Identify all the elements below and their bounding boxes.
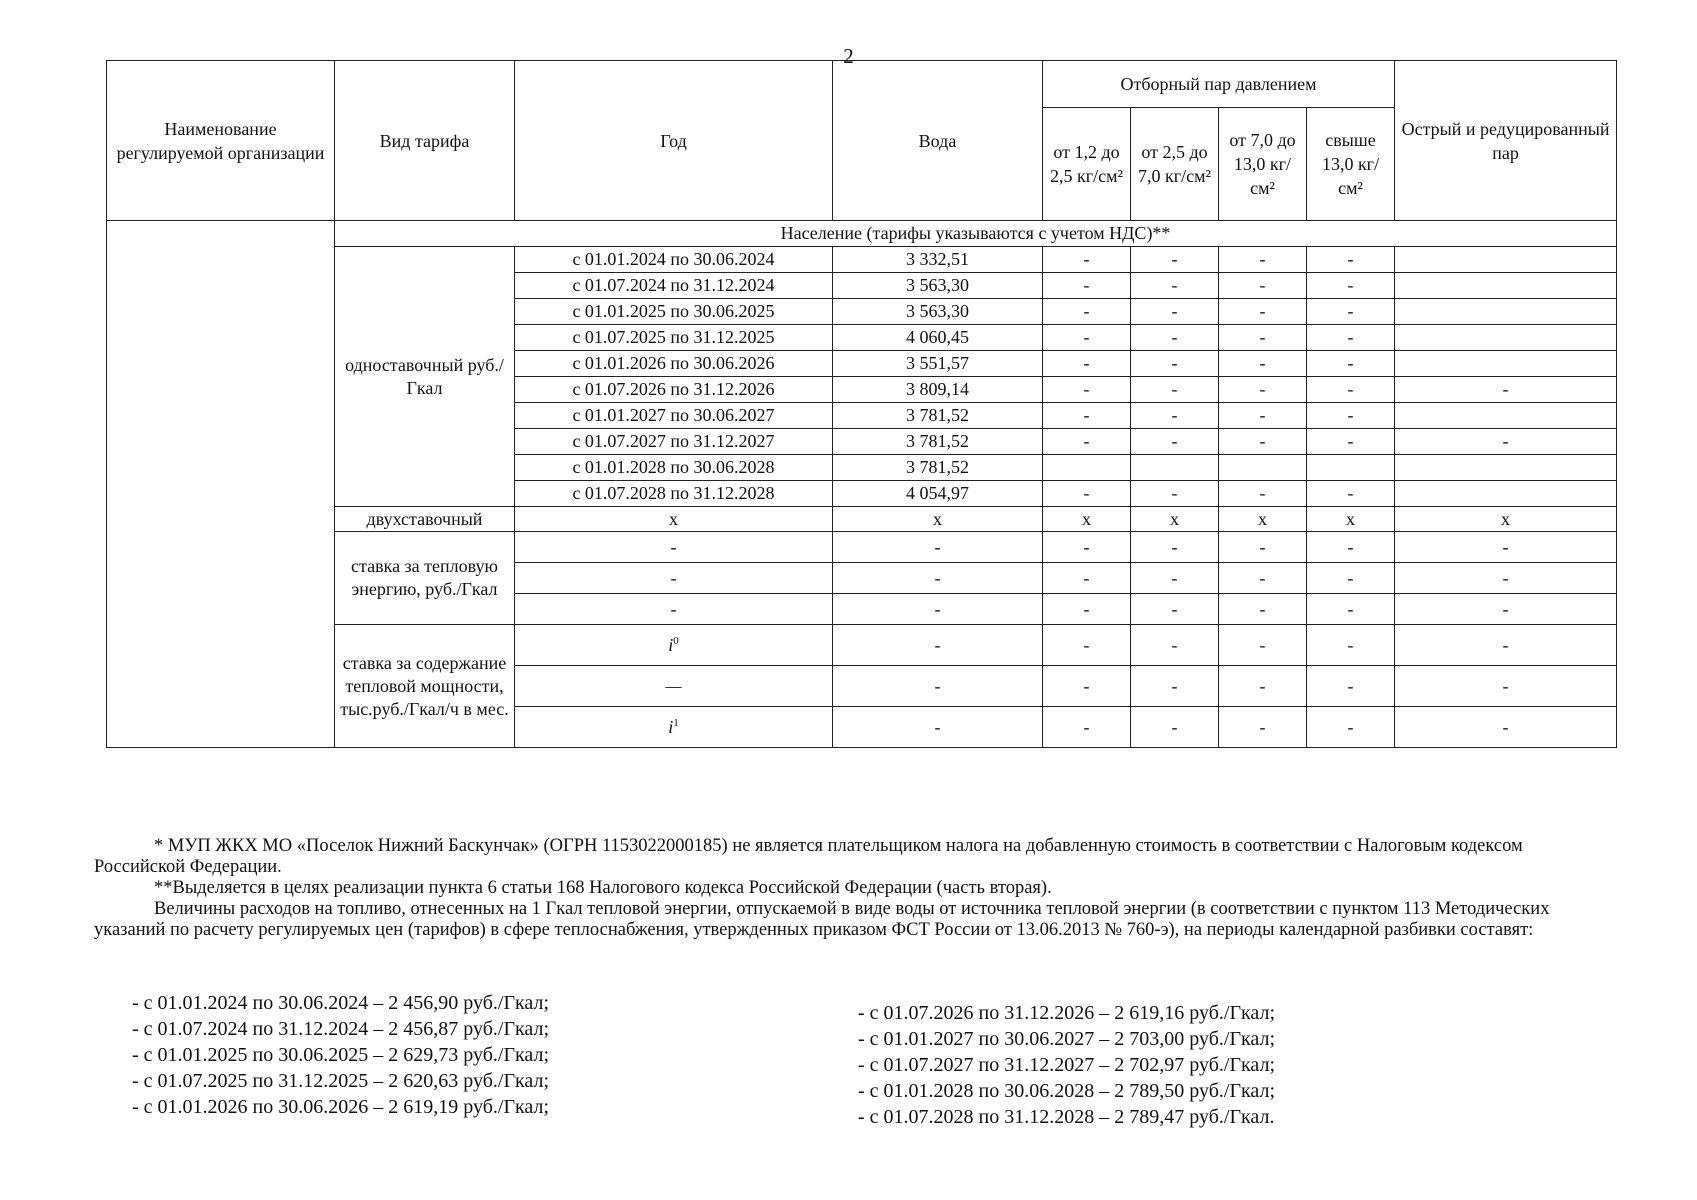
steam-value-cell: - <box>1307 377 1395 403</box>
steam-value-cell: - <box>1131 299 1219 325</box>
sharp-steam-value-cell: - <box>1395 429 1617 455</box>
water-value-cell: 3 563,30 <box>833 299 1043 325</box>
year-symbol: — <box>665 675 682 696</box>
steam-value-cell: - <box>1219 532 1307 563</box>
steam-value-cell: - <box>1043 481 1131 507</box>
fuel-cost-item: - с 01.01.2026 по 30.06.2026 – 2 619,19 руб./Гкал; <box>132 1096 550 1118</box>
steam-value-cell: - <box>1307 481 1395 507</box>
steam-value-cell: - <box>1131 666 1219 707</box>
period-cell: с 01.07.2028 по 31.12.2028 <box>515 481 833 507</box>
steam-value-cell <box>1307 455 1395 481</box>
period-cell: с 01.01.2026 по 30.06.2026 <box>515 351 833 377</box>
steam-value-cell <box>1043 455 1131 481</box>
period-cell: с 01.07.2025 по 31.12.2025 <box>515 325 833 351</box>
sharp-steam-value-cell: - <box>1395 625 1617 666</box>
steam-value-cell: - <box>1307 707 1395 748</box>
sharp-steam-value-cell <box>1395 481 1617 507</box>
steam-value-cell: - <box>1043 377 1131 403</box>
steam-value-cell <box>1131 455 1219 481</box>
steam-value-cell: - <box>1131 481 1219 507</box>
steam-value-cell: - <box>1219 481 1307 507</box>
steam-value-cell: - <box>1043 666 1131 707</box>
header-sharp-steam: Острый и редуцированный пар <box>1395 61 1617 221</box>
steam-value-cell: - <box>1307 429 1395 455</box>
steam-value-cell: - <box>1219 325 1307 351</box>
steam-value-cell: - <box>1307 594 1395 625</box>
steam-value-cell <box>1219 455 1307 481</box>
steam-value-cell: - <box>1219 247 1307 273</box>
water-value-cell: - <box>833 532 1043 563</box>
water-value-cell: 3 781,52 <box>833 429 1043 455</box>
steam-value-cell: - <box>1043 325 1131 351</box>
header-year: Год <box>515 61 833 221</box>
period-cell: с 01.07.2024 по 31.12.2024 <box>515 273 833 299</box>
fuel-cost-item: - с 01.07.2025 по 31.12.2025 – 2 620,63 руб./Гкал; <box>132 1070 550 1092</box>
water-value-cell: - <box>833 563 1043 594</box>
single-rate-label: одноставочный руб./Гкал <box>335 247 515 507</box>
year-symbol: i <box>668 634 674 655</box>
sharp-steam-value-cell <box>1395 455 1617 481</box>
header-water: Вода <box>833 61 1043 221</box>
steam-value-cell: - <box>1307 625 1395 666</box>
two-rate-label: двухставочный <box>335 507 515 532</box>
steam-value-cell: - <box>1043 247 1131 273</box>
steam-value-cell: - <box>1307 247 1395 273</box>
steam-value-cell: - <box>1307 403 1395 429</box>
steam-value-cell: - <box>1043 625 1131 666</box>
steam-value-cell: - <box>1219 273 1307 299</box>
water-value-cell: 3 781,52 <box>833 455 1043 481</box>
steam-value-cell: - <box>1043 351 1131 377</box>
water-value-cell: 3 781,52 <box>833 403 1043 429</box>
sharp-steam-value-cell: x <box>1395 507 1617 532</box>
steam-value-cell: - <box>1131 351 1219 377</box>
sharp-steam-value-cell: - <box>1395 532 1617 563</box>
water-value-cell: 4 054,97 <box>833 481 1043 507</box>
heat-rate-label: ставка за тепловую энергию, руб./Гкал <box>335 532 515 625</box>
fuel-cost-item: - с 01.07.2024 по 31.12.2024 – 2 456,87 руб./Гкал; <box>132 1018 550 1040</box>
fuel-cost-item: - с 01.07.2028 по 31.12.2028 – 2 789,47 руб./Гкал. <box>858 1106 1275 1128</box>
steam-value-cell: - <box>1307 273 1395 299</box>
org-name-cell <box>107 221 335 748</box>
fuel-cost-item: - с 01.01.2027 по 30.06.2027 – 2 703,00 руб./Гкал; <box>858 1028 1276 1050</box>
steam-value-cell: - <box>1307 563 1395 594</box>
water-value-cell: x <box>833 507 1043 532</box>
water-value-cell: 3 809,14 <box>833 377 1043 403</box>
water-value-cell: 3 563,30 <box>833 273 1043 299</box>
year-cell: - <box>515 532 833 563</box>
water-value-cell: - <box>833 707 1043 748</box>
steam-value-cell: - <box>1219 377 1307 403</box>
fuel-costs-intro: Величины расходов на топливо, отнесенных на 1 Гкал тепловой энергии, отпускаемой в виде воды от источника тепловой энергии (в соответствии с пунктом 113 Методических указаний по расчету регулируемых цен (тарифов) в сфере теплоснабжения, утвержденных приказом ФСТ России от 13.06.2013 № 760-э), на периоды календарной разбивки составят: <box>94 899 1550 940</box>
steam-value-cell: - <box>1131 707 1219 748</box>
sharp-steam-value-cell <box>1395 325 1617 351</box>
year-symbol: i <box>668 716 674 737</box>
period-cell: с 01.01.2027 по 30.06.2027 <box>515 403 833 429</box>
steam-value-cell: - <box>1219 625 1307 666</box>
steam-value-cell: - <box>1043 273 1131 299</box>
header-org: Наименование регулируемой организации <box>107 61 335 221</box>
sharp-steam-value-cell <box>1395 299 1617 325</box>
steam-value-cell: - <box>1219 403 1307 429</box>
steam-value-cell: - <box>1307 666 1395 707</box>
steam-value-cell: - <box>1131 403 1219 429</box>
footnote-1: * МУП ЖКХ МО «Поселок Нижний Баскунчак» (ОГРН 1153022000185) не является плательщиком налога на добавленную стоимость в соответствии с Налоговым кодексом Российской Федерации. <box>94 836 1523 877</box>
water-value-cell: 3 551,57 <box>833 351 1043 377</box>
year-cell: - <box>515 594 833 625</box>
steam-value-cell: - <box>1307 532 1395 563</box>
steam-value-cell: - <box>1043 299 1131 325</box>
steam-value-cell: - <box>1219 299 1307 325</box>
period-cell: с 01.07.2026 по 31.12.2026 <box>515 377 833 403</box>
steam-value-cell: - <box>1307 351 1395 377</box>
fuel-cost-item: - с 01.01.2024 по 30.06.2024 – 2 456,90 руб./Гкал; <box>132 992 550 1014</box>
header-steam-1: от 1,2 до 2,5 кг/см² <box>1043 108 1131 221</box>
steam-value-cell: x <box>1043 507 1131 532</box>
header-steam-3: от 7,0 до 13,0 кг/см² <box>1219 108 1307 221</box>
steam-value-cell: - <box>1219 563 1307 594</box>
water-value-cell: - <box>833 594 1043 625</box>
year-cell: x <box>515 507 833 532</box>
year-cell: - <box>515 563 833 594</box>
steam-value-cell: - <box>1131 594 1219 625</box>
fuel-cost-item: - с 01.01.2025 по 30.06.2025 – 2 629,73 руб./Гкал; <box>132 1044 550 1066</box>
header-steam-4: свыше 13,0 кг/см² <box>1307 108 1395 221</box>
year-symbol-superscript: 1 <box>673 716 679 729</box>
steam-value-cell: x <box>1219 507 1307 532</box>
steam-value-cell: - <box>1307 299 1395 325</box>
steam-value-cell: x <box>1131 507 1219 532</box>
steam-value-cell: - <box>1043 429 1131 455</box>
fuel-cost-list-right <box>858 1000 1275 1130</box>
footnote-2: **Выделяется в целях реализации пункта 6 статьи 168 Налогового кодекса Российской Федерации (часть вторая). <box>154 878 1052 898</box>
fuel-cost-list-left <box>132 990 549 1120</box>
footnotes <box>94 836 1614 941</box>
tariff-table <box>106 60 1617 748</box>
sharp-steam-value-cell: - <box>1395 707 1617 748</box>
steam-value-cell: - <box>1043 532 1131 563</box>
header-tariff-type: Вид тарифа <box>335 61 515 221</box>
water-value-cell: 4 060,45 <box>833 325 1043 351</box>
steam-value-cell: - <box>1131 625 1219 666</box>
sharp-steam-value-cell <box>1395 403 1617 429</box>
fuel-cost-item: - с 01.07.2026 по 31.12.2026 – 2 619,16 руб./Гкал; <box>858 1002 1276 1024</box>
steam-value-cell: - <box>1219 666 1307 707</box>
steam-value-cell: - <box>1043 403 1131 429</box>
page-number: 2 <box>843 44 854 68</box>
capacity-rate-label: ставка за содержание тепловой мощности, тыс.руб./Гкал/ч в мес. <box>335 625 515 748</box>
steam-value-cell: - <box>1131 273 1219 299</box>
year-cell <box>515 625 833 666</box>
period-cell: с 01.01.2025 по 30.06.2025 <box>515 299 833 325</box>
year-cell <box>515 666 833 707</box>
steam-value-cell: - <box>1219 351 1307 377</box>
steam-value-cell: - <box>1219 594 1307 625</box>
period-cell: с 01.07.2027 по 31.12.2027 <box>515 429 833 455</box>
steam-value-cell: - <box>1131 377 1219 403</box>
steam-value-cell: - <box>1043 563 1131 594</box>
sharp-steam-value-cell: - <box>1395 666 1617 707</box>
water-value-cell: 3 332,51 <box>833 247 1043 273</box>
section-title: Население (тарифы указываются с учетом НДС)** <box>335 221 1617 247</box>
sharp-steam-value-cell <box>1395 273 1617 299</box>
period-cell: с 01.01.2024 по 30.06.2024 <box>515 247 833 273</box>
steam-value-cell: - <box>1131 247 1219 273</box>
sharp-steam-value-cell <box>1395 351 1617 377</box>
header-steam-group: Отборный пар давлением <box>1043 61 1395 108</box>
year-symbol-superscript: 0 <box>673 634 679 647</box>
steam-value-cell: - <box>1219 707 1307 748</box>
period-cell: с 01.01.2028 по 30.06.2028 <box>515 455 833 481</box>
sharp-steam-value-cell: - <box>1395 563 1617 594</box>
steam-value-cell: x <box>1307 507 1395 532</box>
steam-value-cell: - <box>1131 532 1219 563</box>
steam-value-cell: - <box>1043 594 1131 625</box>
sharp-steam-value-cell: - <box>1395 377 1617 403</box>
steam-value-cell: - <box>1131 563 1219 594</box>
year-cell <box>515 707 833 748</box>
steam-value-cell: - <box>1043 707 1131 748</box>
steam-value-cell: - <box>1219 429 1307 455</box>
steam-value-cell: - <box>1307 325 1395 351</box>
water-value-cell: - <box>833 666 1043 707</box>
steam-value-cell: - <box>1131 429 1219 455</box>
sharp-steam-value-cell: - <box>1395 594 1617 625</box>
fuel-cost-item: - с 01.01.2028 по 30.06.2028 – 2 789,50 руб./Гкал; <box>858 1080 1276 1102</box>
sharp-steam-value-cell <box>1395 247 1617 273</box>
steam-value-cell: - <box>1131 325 1219 351</box>
water-value-cell: - <box>833 625 1043 666</box>
fuel-cost-item: - с 01.07.2027 по 31.12.2027 – 2 702,97 руб./Гкал; <box>858 1054 1276 1076</box>
header-steam-2: от 2,5 до 7,0 кг/см² <box>1131 108 1219 221</box>
